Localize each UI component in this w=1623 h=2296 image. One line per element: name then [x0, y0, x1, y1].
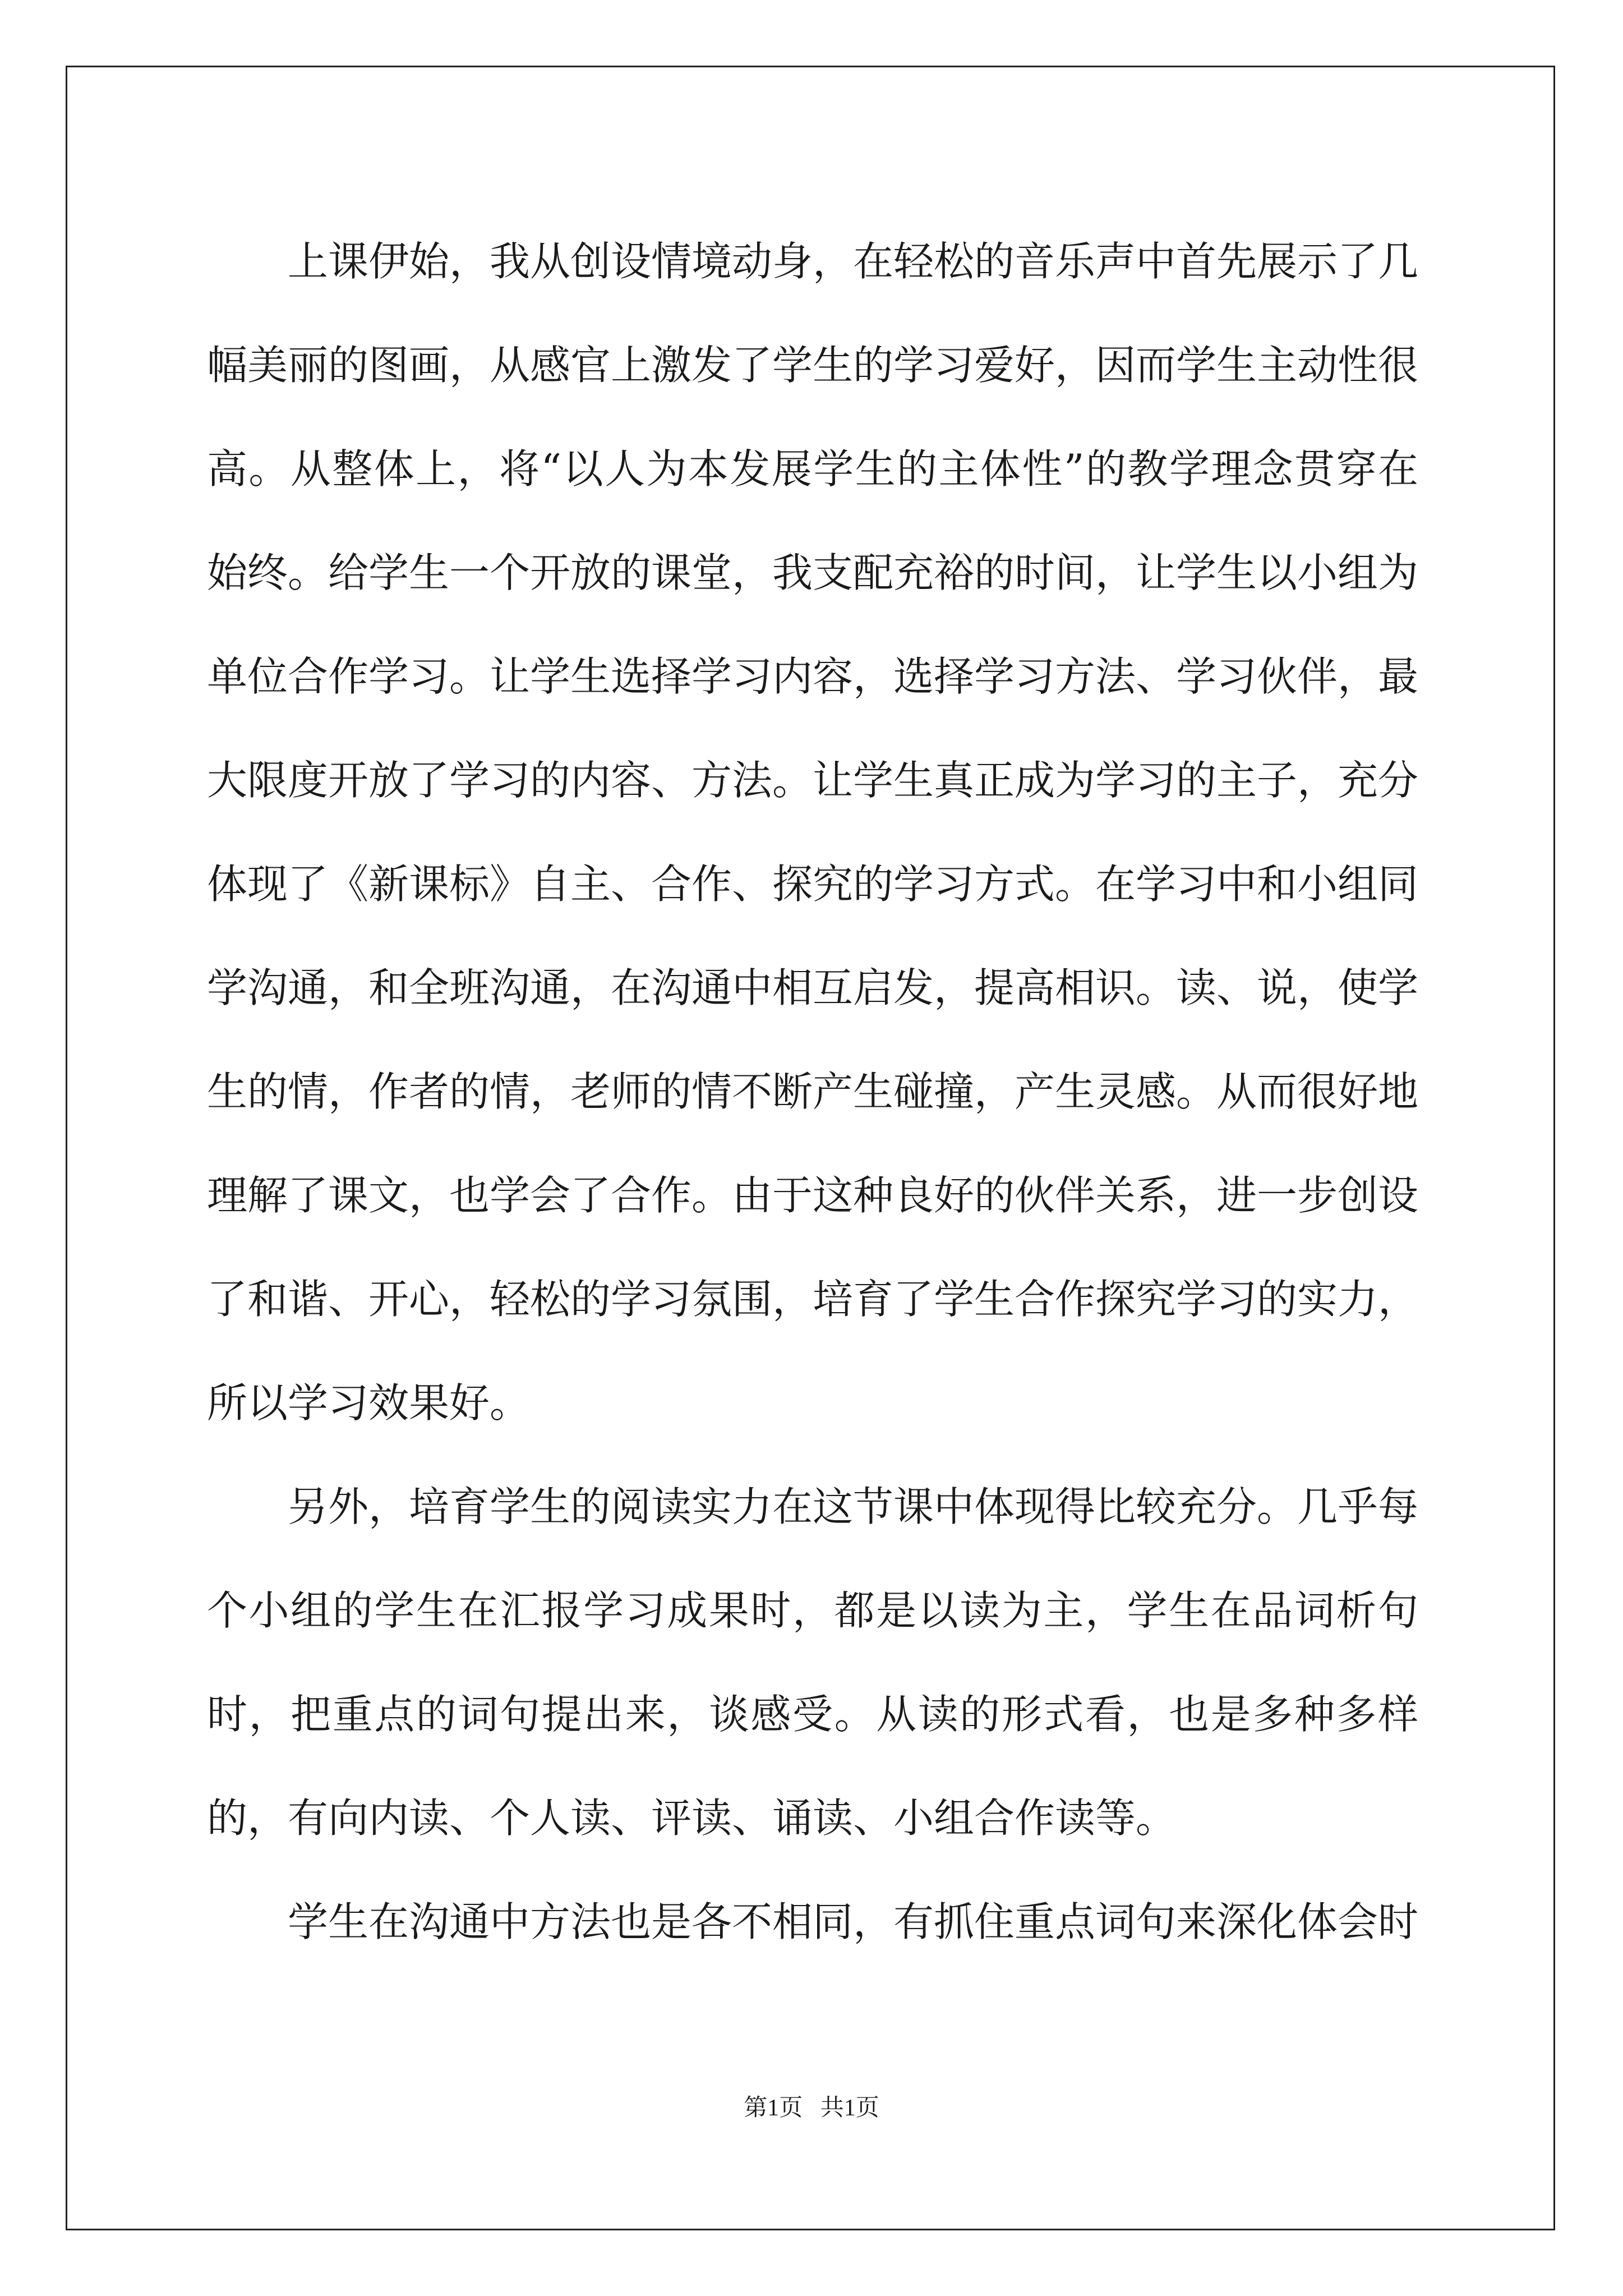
document-body	[207, 210, 1418, 1974]
paragraph-1: 上课伊始，我从创设情境动身，在轻松的音乐声中首先展示了几幅美丽的图画，从感官上激发了学生的学习爱好，因而学生主动性很高。从整体上，将“以人为本发展学生的主体性”的教学理念贯穿在始终。给学生一个开放的课堂，我支配充裕的时间，让学生以小组为单位合作学习。让学生选择学习内容，选择学习方法、学习伙伴，最大限度开放了学习的内容、方法。让学生真正成为学习的主子，充分体现了《新课标》自主、合作、探究的学习方式。在学习中和小组同学沟通，和全班沟通，在沟通中相互启发，提高相识。读、说，使学生的情，作者的情，老师的情不断产生碰撞，产生灵感。从而很好地理解了课文，也学会了合作。由于这种良好的伙伴关系，进一步创设了和谐、开心，轻松的学习氛围，培育了学生合作探究学习的实力，所以学习效果好。	[207, 238, 1419, 1427]
paragraph-2: 另外，培育学生的阅读实力在这节课中体现得比较充分。几乎每个小组的学生在汇报学习成果时，都是以读为主，学生在品词析句时，把重点的词句提出来，谈感受。从读的形式看，也是多种多样的，有向内读、个人读、评读、诵读、小组合作读等。	[207, 1483, 1419, 1842]
paragraph-3: 学生在沟通中方法也是各不相同，有抓住重点词句来深化体会时	[288, 1898, 1419, 1945]
page-number-footer: 第1页 共1页	[744, 2095, 879, 2121]
